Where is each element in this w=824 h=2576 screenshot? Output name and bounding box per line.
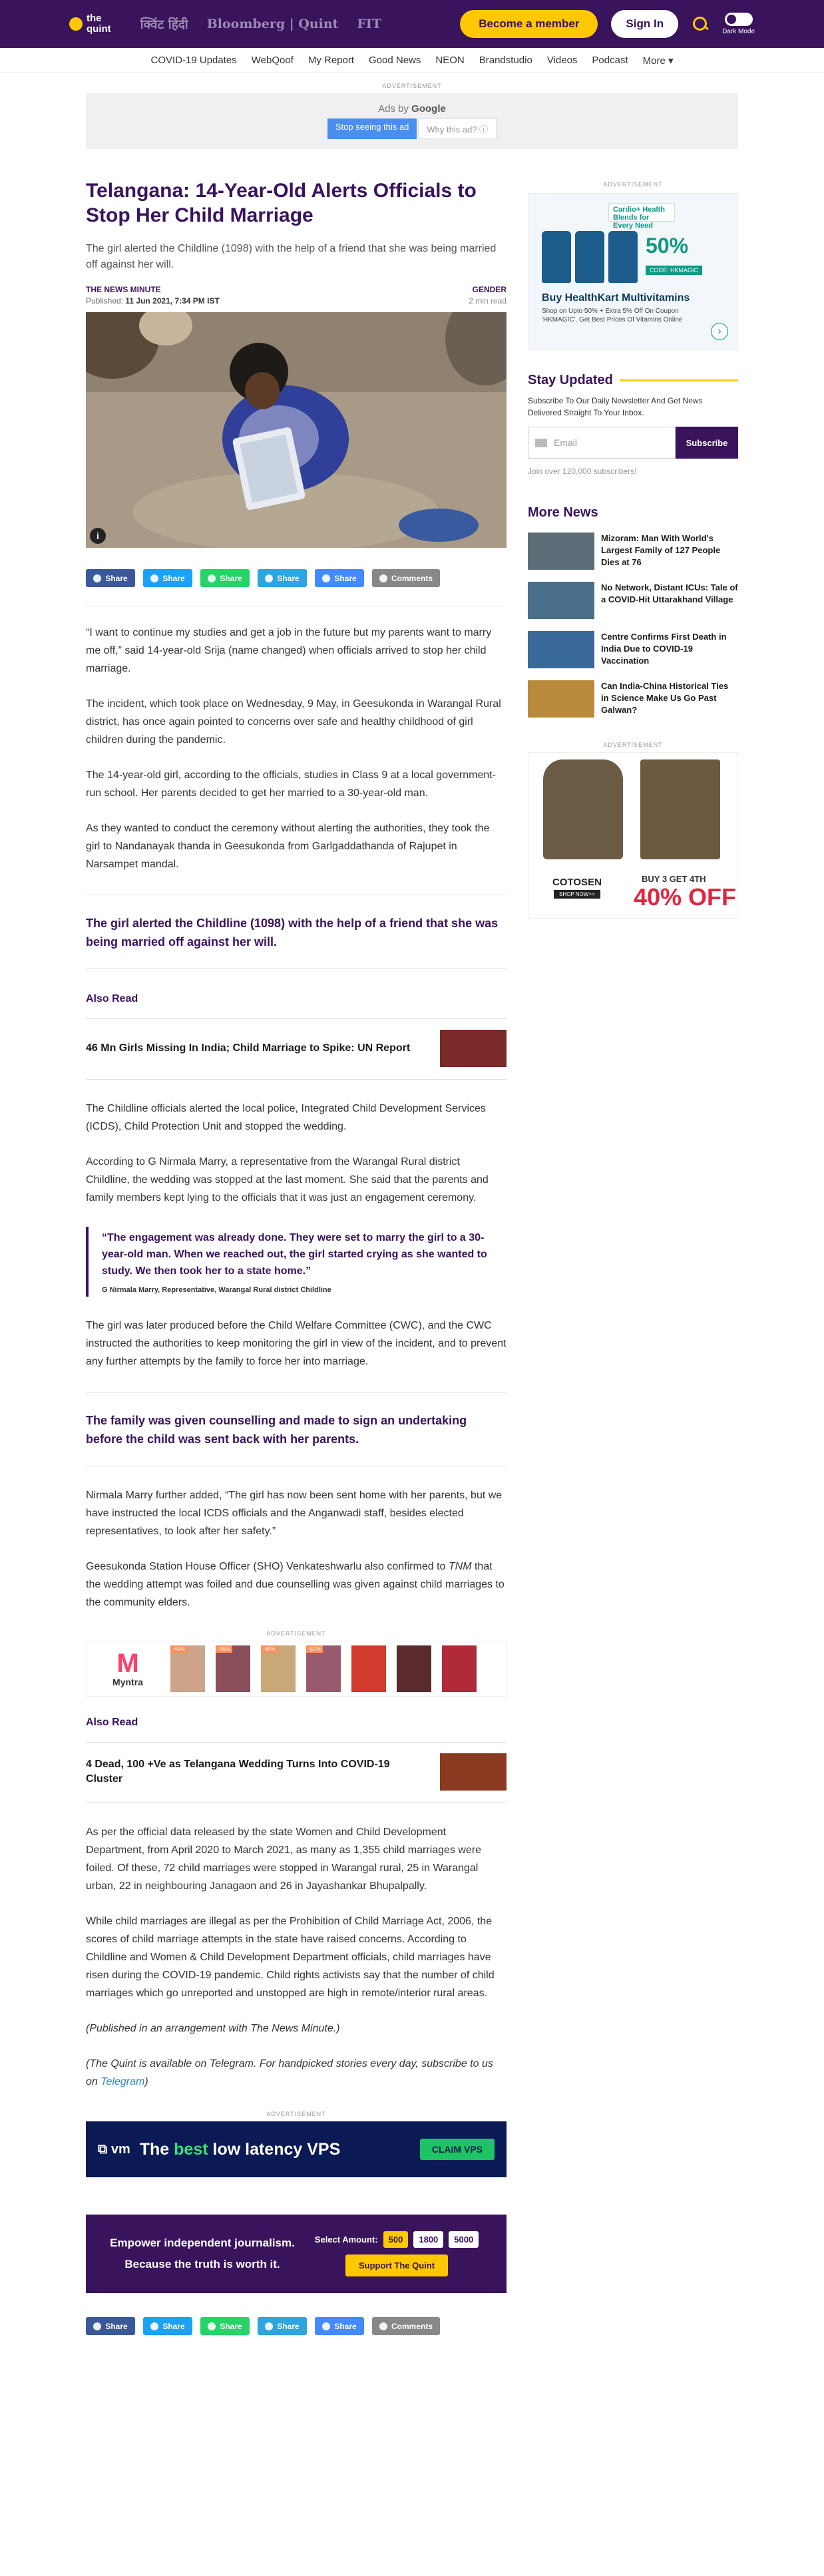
bottle-image — [542, 231, 571, 283]
facebook-icon — [93, 574, 101, 582]
more-news-heading: More News — [528, 505, 598, 520]
nav-item-good-news[interactable]: Good News — [369, 55, 421, 66]
partner-links — [140, 15, 381, 33]
hero-photo-illustration — [86, 312, 507, 548]
news-thumbnail[interactable] — [528, 582, 594, 619]
article-paragraph: As they wanted to conduct the ceremony without alerting the authorities, they took the girl to Nandanayak thanda in Geesukonda from Garlgaddathanda of Rajupet in Narsampet mandal. — [86, 823, 490, 870]
ad-label: ADVERTISEMENT — [266, 1630, 326, 1637]
top-ad-panel — [86, 93, 738, 149]
news-thumbnail[interactable] — [528, 533, 594, 570]
product-image[interactable]: -35% — [216, 1645, 250, 1692]
hk-title[interactable]: Buy HealthKart Multivitamins — [542, 292, 690, 304]
partner-quint-hindi[interactable]: क्विंट हिंदी — [140, 17, 188, 32]
product-image[interactable] — [351, 1645, 386, 1692]
become-member-button[interactable]: Become a member — [460, 10, 598, 38]
also-read-title[interactable]: 46 Mn Girls Missing In India; Child Marriage to Spike: UN Report — [86, 1042, 411, 1054]
article-paragraph: According to G Nirmala Marry, a representative from the Warangal Rural district Childline, the wedding was stopped at the last moment. She said that the parents and family members kept lying to the officials that it was just an engagement ceremony. — [86, 1156, 489, 1203]
nav-item-podcast[interactable]: Podcast — [592, 55, 628, 66]
ad-label: ADVERTISEMENT — [603, 181, 663, 188]
hk-brand: Cardio+ Health Blends for Every Need — [608, 203, 675, 222]
vps-brand: ⧉ vm — [98, 2141, 130, 2157]
partner-bloomberg-quint[interactable]: Bloomberg | Quint — [206, 17, 339, 31]
product-image[interactable] — [442, 1645, 477, 1692]
vps-headline: The best low latency VPS — [139, 2139, 341, 2159]
newsletter-form — [528, 427, 738, 459]
more-news-item[interactable]: Mizoram: Man With World's Largest Family of 127 People Dies at 76 — [528, 533, 738, 570]
hero-image — [86, 312, 507, 548]
also-read-item[interactable] — [86, 1019, 507, 1080]
comments-button[interactable]: Comments — [372, 2317, 440, 2335]
dark-mode-label: Dark Mode — [722, 28, 755, 35]
quote-text: “The engagement was already done. They were set to marry the girl to a 30-year-old man. When we reached out, the girl started crying as she wanted to study. We then took her to a state home.” — [102, 1232, 487, 1277]
category-tag[interactable]: GENDER — [472, 285, 507, 294]
article-column — [86, 178, 507, 2359]
cotosen-brand: COTOSEN — [552, 877, 602, 888]
ad-label: ADVERTISEMENT — [266, 2111, 326, 2117]
also-read-thumbnail[interactable] — [440, 1753, 507, 1791]
also-read-title[interactable]: 4 Dead, 100 +Ve as Telangana Wedding Turns Into COVID-19 Cluster — [86, 1759, 390, 1785]
partner-fit[interactable]: FIT — [357, 17, 381, 31]
comments-icon — [379, 574, 387, 582]
stop-seeing-ad-button[interactable]: Stop seeing this ad — [327, 118, 417, 139]
article-paragraph: Geesukonda Station House Officer (SHO) Venkateshwarlu also confirmed to TNM that the wedding attempt was foiled and due counselling was given against child marriages to the community elders. — [86, 1561, 505, 1608]
sign-in-button[interactable]: Sign In — [611, 10, 678, 38]
telegram-note: (The Quint is available on Telegram. For handpicked stories every day, subscribe to us on Telegram) — [86, 2058, 493, 2087]
share-whatsapp-button[interactable]: Share — [200, 569, 250, 587]
nav-item-brandstudio[interactable]: Brandstudio — [479, 55, 532, 66]
share-twitter-button[interactable]: Share — [143, 2317, 192, 2335]
main-nav — [0, 48, 824, 73]
claim-vps-button[interactable]: CLAIM VPS — [420, 2139, 495, 2160]
more-news-item[interactable]: Can India-China Historical Ties in Science Make Us Go Past Galwan? — [528, 680, 738, 718]
also-read-heading: Also Read — [86, 1717, 507, 1743]
logo-dot-icon — [69, 17, 83, 31]
ad-offer-text: BUY 3 GET 4TH — [642, 874, 706, 884]
article-paragraph: The girl was later produced before the Child Welfare Committee (CWC), and the CWC instructed the authorities to keep monitoring the girl in view of the incident, and to prevent any further attempts by the family to force her into marriage. — [86, 1320, 507, 1367]
published-date: Published: 11 Jun 2021, 7:34 PM IST — [86, 296, 220, 306]
product-image[interactable]: -50% — [306, 1645, 341, 1692]
hk-subtext: Shop on Upto 50% + Extra 5% Off On Coupon 'HKMAGIC'. Get Best Prices Of Vitamins Online — [542, 308, 683, 323]
subscriber-count: Join over 120,000 subscribers! — [528, 467, 637, 476]
site-header — [0, 0, 824, 48]
nav-item-videos[interactable]: Videos — [546, 55, 578, 66]
block-quote — [86, 1227, 507, 1297]
stay-updated-heading: Stay Updated — [528, 373, 738, 388]
support-line2: Because the truth is worth it. — [124, 2258, 280, 2270]
article-meta — [86, 285, 507, 306]
article-title: Telangana: 14-Year-Old Alerts Officials to Stop Her Child Marriage — [86, 180, 477, 226]
ad-label: ADVERTISEMENT — [382, 83, 442, 89]
why-this-ad-button[interactable]: Why this ad? ⓘ — [418, 118, 497, 139]
messenger-icon — [322, 574, 330, 582]
dark-mode-toggle[interactable] — [722, 13, 755, 35]
article-paragraph: The 14-year-old girl, according to the officials, studies in Class 9 at a local government-run school. Her parents decided to get her married to a 30-year-old man. — [86, 769, 497, 799]
shirt-image — [543, 759, 623, 859]
amount-option[interactable]: 5000 — [449, 2231, 479, 2248]
support-button[interactable]: Support The Quint — [345, 2254, 448, 2276]
article-paragraph: The Childline officials alerted the local police, Integrated Child Development Services (ICDS), Child Protection Unit and stopped the wedding. — [86, 1103, 486, 1132]
share-bar-top — [86, 569, 507, 587]
ad-label: ADVERTISEMENT — [603, 742, 663, 748]
ads-by-google: Ads by Google — [378, 103, 446, 114]
hk-code: CODE: HKMAGIC — [646, 266, 702, 275]
hk-discount: 50% — [646, 234, 689, 258]
ad-discount: 40% OFF — [634, 883, 737, 911]
more-news-item[interactable]: No Network, Distant ICUs: Tale of a COVID-Hit Uttarakhand Village — [528, 582, 738, 619]
shop-now-button[interactable]: SHOP NOW>> — [554, 890, 600, 899]
newsletter-text: Subscribe To Our Daily Newsletter And Get News Delivered Straight To Your Inbox. — [528, 396, 703, 417]
share-messenger-button[interactable]: Share — [315, 569, 364, 587]
cotosen-ad[interactable] — [528, 752, 738, 919]
twitter-icon — [150, 2322, 158, 2330]
myntra-logo: M Myntra — [112, 1649, 143, 1687]
article-paragraph: While child marriages are illegal as per the Prohibition of Child Marriage Act, 2006, the scores of child marriage attempts in the state have raised concerns. According to Childline and Women & Child Development Department officials, child marriages have risen during the COVID-19 pandemic. Child rights activists say that the number of child marriages which go unreported and unstopped are high in remote/interior rural areas. — [86, 1916, 495, 1999]
email-field[interactable]: Email — [528, 427, 676, 459]
sidebar — [528, 178, 738, 2359]
share-messenger-button[interactable]: Share — [315, 2317, 364, 2335]
article-dek: The girl alerted the Childline (1098) with the help of a friend that she was being married off against her will. — [86, 243, 497, 270]
article-paragraph: As per the official data released by the state Women and Child Development Department, from April 2020 to March 2021, as many as 1,355 child marriages were foiled. Of these, 72 child marriages were stopped in Warangal rural, 25 in Warangal urban, 22 in neighbouring Janagaon and 26 in Jayashankar Bhupalpally. — [86, 1826, 482, 1892]
toggle-switch-icon[interactable] — [725, 13, 753, 26]
messenger-icon — [322, 2322, 330, 2330]
nav-item-my-report[interactable]: My Report — [308, 55, 355, 66]
mail-icon — [535, 439, 547, 447]
product-image[interactable] — [397, 1645, 431, 1692]
article-paragraph: Nirmala Marry further added, “The girl has now been sent home with her parents, but we have instructed the local ICDS officials and the Anganwadi staff, besides elected representatives, to look after her safety.” — [86, 1490, 503, 1537]
read-time: 2 min read — [469, 296, 507, 306]
twitter-icon — [150, 574, 158, 582]
telegram-link[interactable]: Telegram — [101, 2076, 145, 2087]
telegram-icon — [265, 574, 273, 582]
facebook-icon — [93, 2322, 101, 2330]
shorts-image — [640, 759, 720, 859]
news-thumbnail[interactable] — [528, 680, 594, 718]
support-line1: Empower independent journalism. — [110, 2237, 295, 2249]
myntra-ad[interactable] — [86, 1641, 507, 1697]
comments-icon — [379, 2322, 387, 2330]
chevron-right-icon[interactable]: › — [711, 323, 728, 340]
bottle-image — [608, 231, 638, 283]
telegram-icon — [265, 2322, 273, 2330]
article-source[interactable]: THE NEWS MINUTE — [86, 285, 161, 294]
pull-quote: The family was given counselling and made to sign an undertaking before the child was sent back with her parents. — [86, 1392, 507, 1466]
whatsapp-icon — [208, 2322, 216, 2330]
share-facebook-button[interactable]: Share — [86, 569, 135, 587]
nav-item-more[interactable]: More ▾ — [642, 55, 674, 67]
nav-item-neon[interactable]: NEON — [435, 55, 465, 66]
also-read-heading: Also Read — [86, 993, 507, 1019]
article-paragraph: “I want to continue my studies and get a job in the future but my parents want to marry me off,” said 14-year-old Srija (name changed) when officials arrived to stop her child marriage. — [86, 627, 492, 674]
nav-item-webqoof[interactable]: WebQoof — [251, 55, 294, 66]
share-telegram-button[interactable]: Share — [258, 569, 307, 587]
publication-note: (Published in an arrangement with The News Minute.) — [86, 2023, 340, 2034]
share-whatsapp-button[interactable]: Share — [200, 2317, 250, 2335]
site-logo[interactable] — [69, 13, 111, 35]
also-read-item[interactable] — [86, 1743, 507, 1803]
comments-button[interactable]: Comments — [372, 569, 440, 587]
select-amount-label: Select Amount: — [314, 2235, 378, 2245]
logo-line1: the — [87, 13, 102, 24]
share-twitter-button[interactable]: Share — [143, 569, 192, 587]
search-icon[interactable] — [692, 15, 709, 33]
product-image[interactable]: -40% — [170, 1645, 205, 1692]
also-read-thumbnail[interactable] — [440, 1030, 507, 1067]
pull-quote: The girl alerted the Childline (1098) with the help of a friend that she was being married off against her will. — [86, 895, 507, 969]
image-info-icon[interactable]: i — [90, 528, 106, 544]
support-banner — [86, 2215, 507, 2293]
news-thumbnail[interactable] — [528, 631, 594, 668]
quote-attribution: G Nirmala Marry, Representative, Warangal Rural district Childline — [102, 1286, 331, 1294]
bottle-image — [575, 231, 604, 283]
vps-ad[interactable] — [86, 2121, 507, 2177]
share-bar-bottom — [86, 2317, 507, 2335]
share-facebook-button[interactable]: Share — [86, 2317, 135, 2335]
amount-option[interactable]: 500 — [383, 2231, 409, 2248]
article-paragraph: The incident, which took place on Wednesday, 9 May, in Geesukonda in Warangal Rural district, has once again pointed to concerns over safe and healthy childhood of girl children during the pandemic. — [86, 698, 501, 746]
whatsapp-icon — [208, 574, 216, 582]
healthkart-ad[interactable] — [528, 193, 738, 350]
nav-item-covid[interactable]: COVID-19 Updates — [150, 55, 237, 66]
share-telegram-button[interactable]: Share — [258, 2317, 307, 2335]
logo-line2: quint — [87, 23, 111, 35]
product-bottles — [542, 231, 724, 283]
product-image[interactable]: -45% — [261, 1645, 296, 1692]
more-news-item[interactable]: Centre Confirms First Death in India Due to COVID-19 Vaccination — [528, 631, 738, 668]
amount-option[interactable]: 1800 — [413, 2231, 443, 2248]
subscribe-button[interactable]: Subscribe — [676, 427, 738, 459]
